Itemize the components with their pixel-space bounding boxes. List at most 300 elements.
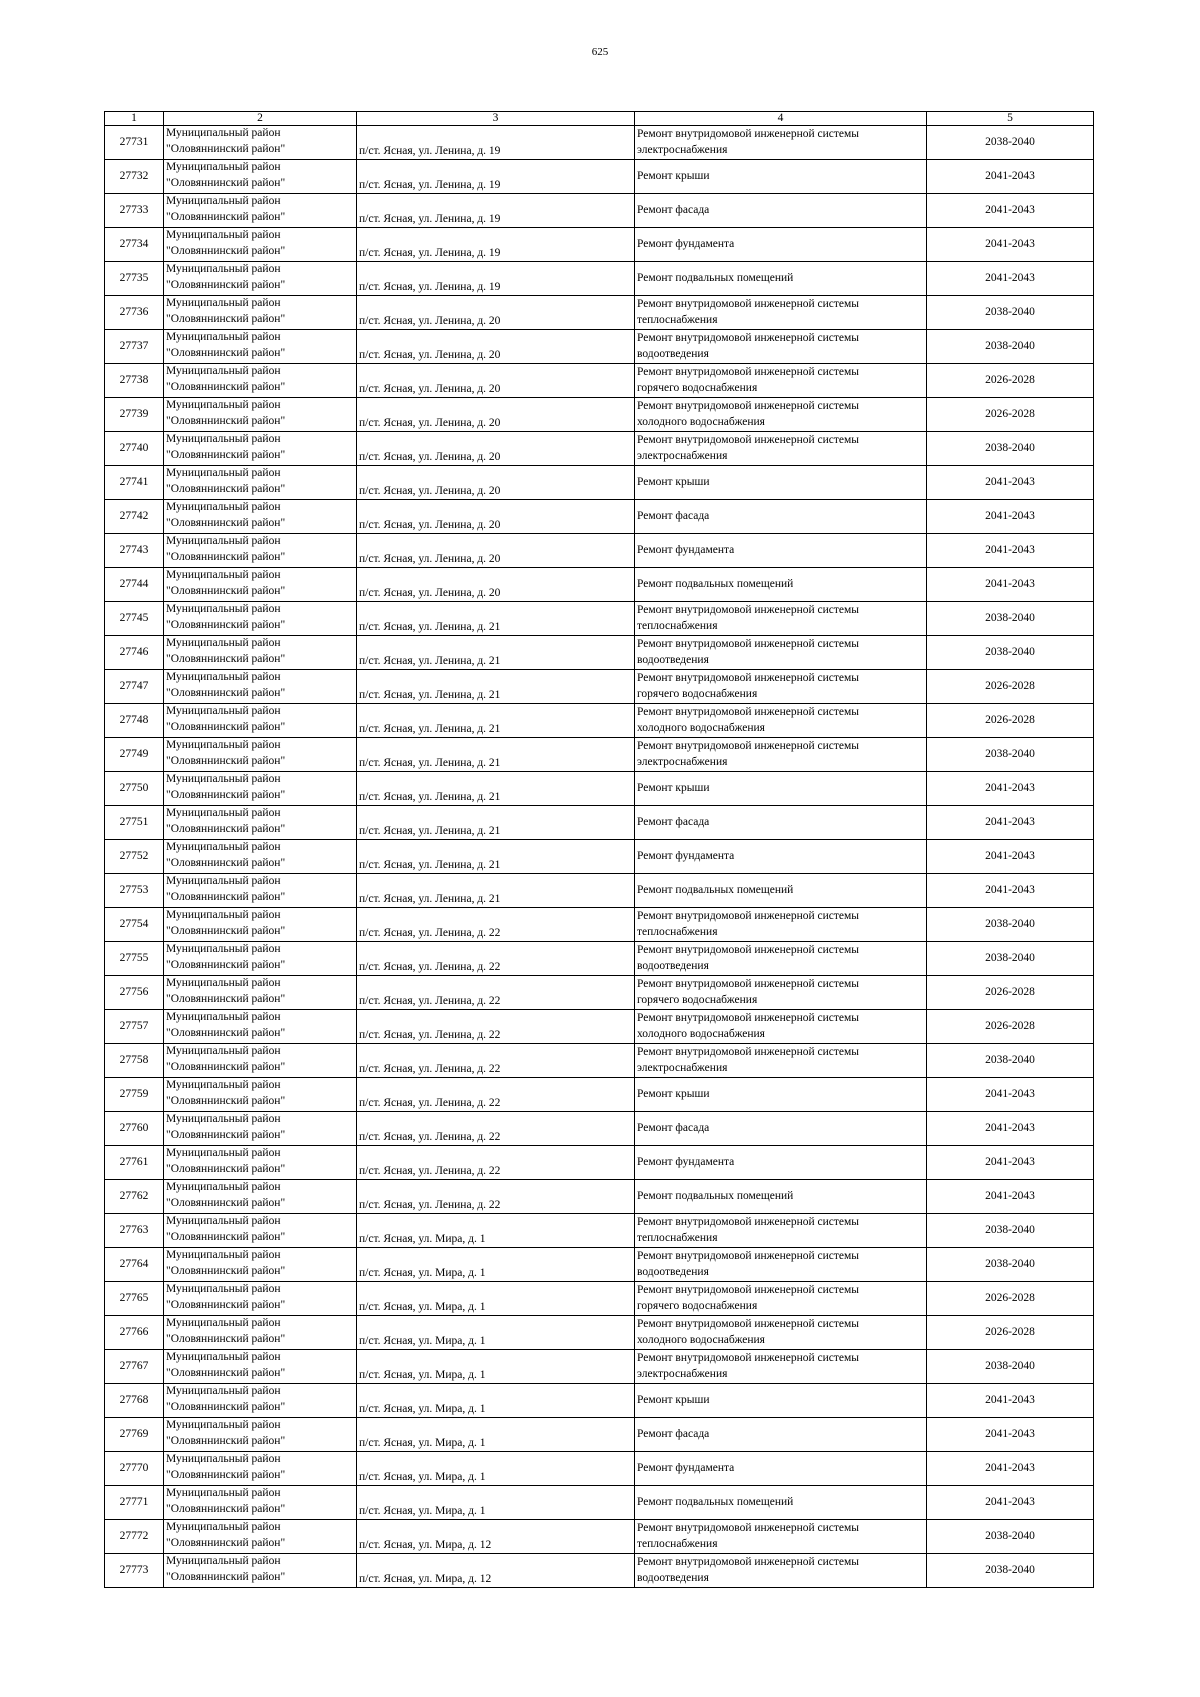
municipality-line-2: "Оловяннинский район" — [166, 652, 286, 665]
work-type-line-2: электроснабжения — [637, 449, 728, 462]
row-number: 27762 — [105, 1180, 164, 1214]
period-cell: 2041-2043 — [927, 262, 1094, 296]
municipality-line-1: Муниципальный район — [166, 875, 281, 887]
municipality-line-2: "Оловяннинский район" — [166, 1128, 286, 1141]
period-cell: 2041-2043 — [927, 534, 1094, 568]
work-type-line-1: Ремонт внутридомовой инженерной системы — [637, 1216, 860, 1228]
work-type-cell — [635, 1248, 927, 1282]
municipality-cell — [164, 1418, 357, 1452]
municipality-line-2: "Оловяннинский район" — [166, 380, 286, 393]
municipality-line-2: "Оловяннинский район" — [166, 1094, 286, 1107]
municipality-cell — [164, 840, 357, 874]
municipality-line-2: "Оловяннинский район" — [166, 482, 286, 495]
municipality-cell — [164, 432, 357, 466]
work-type-cell — [635, 1180, 927, 1214]
municipality-line-2: "Оловяннинский район" — [166, 822, 286, 835]
work-type-line-2: электроснабжения — [637, 143, 728, 156]
row-number: 27757 — [105, 1010, 164, 1044]
period-cell: 2038-2040 — [927, 636, 1094, 670]
work-type-cell — [635, 296, 927, 330]
municipality-line-1: Муниципальный район — [166, 535, 281, 547]
address-cell: п/ст. Ясная, ул. Ленина, д. 21 — [357, 670, 635, 704]
work-type-line-1: Ремонт внутридомовой инженерной системы — [637, 1250, 860, 1262]
work-type-cell — [635, 1520, 927, 1554]
address-cell: п/ст. Ясная, ул. Ленина, д. 22 — [357, 942, 635, 976]
municipality-line-1: Муниципальный район — [166, 909, 281, 921]
municipality-line-2: "Оловяннинский район" — [166, 1502, 286, 1515]
work-type-cell — [635, 976, 927, 1010]
table-row — [105, 1554, 1094, 1588]
row-number: 27731 — [105, 126, 164, 160]
work-type-cell — [635, 840, 927, 874]
column-number-row — [105, 112, 1094, 126]
address-cell: п/ст. Ясная, ул. Ленина, д. 21 — [357, 602, 635, 636]
municipality-line-2: "Оловяннинский район" — [166, 448, 286, 461]
municipality-line-2: "Оловяннинский район" — [166, 142, 286, 155]
address-cell: п/ст. Ясная, ул. Мира, д. 1 — [357, 1316, 635, 1350]
work-type-line-2: холодного водоснабжения — [637, 1027, 765, 1040]
address-cell: п/ст. Ясная, ул. Ленина, д. 21 — [357, 772, 635, 806]
municipality-line-2: "Оловяннинский район" — [166, 754, 286, 767]
work-type-cell — [635, 1418, 927, 1452]
work-type-line-1: Ремонт внутридомовой инженерной системы — [637, 1352, 860, 1364]
table-row — [105, 126, 1094, 160]
municipality-cell — [164, 1520, 357, 1554]
work-type-line-1: Ремонт фундамента — [637, 237, 735, 250]
municipality-line-1: Муниципальный район — [166, 297, 281, 309]
work-type-line-2: горячего водоснабжения — [637, 687, 758, 700]
period-cell: 2041-2043 — [927, 500, 1094, 534]
address-cell: п/ст. Ясная, ул. Мира, д. 1 — [357, 1486, 635, 1520]
municipality-cell — [164, 126, 357, 160]
work-type-line-1: Ремонт подвальных помещений — [637, 1495, 794, 1508]
row-number: 27756 — [105, 976, 164, 1010]
municipality-line-2: "Оловяннинский район" — [166, 278, 286, 291]
municipality-line-1: Муниципальный район — [166, 1487, 281, 1499]
municipality-line-1: Муниципальный район — [166, 331, 281, 343]
work-type-cell — [635, 1044, 927, 1078]
municipality-cell — [164, 1180, 357, 1214]
municipality-line-2: "Оловяннинский район" — [166, 686, 286, 699]
table-row — [105, 1112, 1094, 1146]
address-cell: п/ст. Ясная, ул. Мира, д. 1 — [357, 1452, 635, 1486]
municipality-line-1: Муниципальный район — [166, 1555, 281, 1567]
address-cell: п/ст. Ясная, ул. Мира, д. 12 — [357, 1554, 635, 1588]
work-type-cell — [635, 228, 927, 262]
period-cell: 2026-2028 — [927, 976, 1094, 1010]
row-number: 27763 — [105, 1214, 164, 1248]
address-cell: п/ст. Ясная, ул. Ленина, д. 20 — [357, 398, 635, 432]
repair-schedule-table — [104, 111, 1094, 1588]
municipality-line-2: "Оловяннинский район" — [166, 414, 286, 427]
work-type-cell — [635, 1112, 927, 1146]
period-cell: 2038-2040 — [927, 738, 1094, 772]
address-cell: п/ст. Ясная, ул. Ленина, д. 22 — [357, 1112, 635, 1146]
table-row — [105, 330, 1094, 364]
period-cell: 2041-2043 — [927, 466, 1094, 500]
municipality-line-2: "Оловяннинский район" — [166, 924, 286, 937]
work-type-line-1: Ремонт внутридомовой инженерной системы — [637, 1556, 860, 1568]
column-header-3: 3 — [357, 112, 635, 126]
work-type-cell — [635, 1214, 927, 1248]
municipality-line-1: Муниципальный район — [166, 263, 281, 275]
table-row — [105, 738, 1094, 772]
period-cell: 2038-2040 — [927, 1248, 1094, 1282]
address-cell: п/ст. Ясная, ул. Мира, д. 1 — [357, 1384, 635, 1418]
municipality-line-1: Муниципальный район — [166, 195, 281, 207]
work-type-cell — [635, 704, 927, 738]
work-type-line-1: Ремонт внутридомовой инженерной системы — [637, 1284, 860, 1296]
municipality-line-1: Муниципальный район — [166, 569, 281, 581]
row-number: 27736 — [105, 296, 164, 330]
address-cell: п/ст. Ясная, ул. Ленина, д. 19 — [357, 126, 635, 160]
period-cell: 2038-2040 — [927, 1350, 1094, 1384]
row-number: 27765 — [105, 1282, 164, 1316]
address-cell: п/ст. Ясная, ул. Ленина, д. 20 — [357, 534, 635, 568]
period-cell: 2041-2043 — [927, 1180, 1094, 1214]
work-type-line-1: Ремонт фасада — [637, 815, 710, 828]
municipality-cell — [164, 636, 357, 670]
period-cell: 2026-2028 — [927, 1010, 1094, 1044]
work-type-line-1: Ремонт внутридомовой инженерной системы — [637, 1012, 860, 1024]
work-type-line-1: Ремонт фундамента — [637, 543, 735, 556]
municipality-line-2: "Оловяннинский район" — [166, 1332, 286, 1345]
work-type-line-2: водоотведения — [637, 347, 709, 360]
period-cell: 2041-2043 — [927, 1418, 1094, 1452]
municipality-line-1: Муниципальный район — [166, 1215, 281, 1227]
address-cell: п/ст. Ясная, ул. Ленина, д. 22 — [357, 1044, 635, 1078]
work-type-line-1: Ремонт крыши — [637, 169, 710, 182]
municipality-cell — [164, 1350, 357, 1384]
work-type-line-2: теплоснабжения — [637, 1231, 718, 1244]
municipality-line-1: Муниципальный район — [166, 161, 281, 173]
work-type-line-1: Ремонт подвальных помещений — [637, 883, 794, 896]
row-number: 27759 — [105, 1078, 164, 1112]
row-number: 27753 — [105, 874, 164, 908]
row-number: 27749 — [105, 738, 164, 772]
row-number: 27769 — [105, 1418, 164, 1452]
row-number: 27761 — [105, 1146, 164, 1180]
period-cell: 2038-2040 — [927, 1044, 1094, 1078]
period-cell: 2041-2043 — [927, 806, 1094, 840]
table-row — [105, 976, 1094, 1010]
work-type-line-1: Ремонт фундамента — [637, 849, 735, 862]
work-type-cell — [635, 1452, 927, 1486]
municipality-line-1: Муниципальный район — [166, 229, 281, 241]
work-type-line-2: электроснабжения — [637, 755, 728, 768]
period-cell: 2041-2043 — [927, 1452, 1094, 1486]
municipality-line-2: "Оловяннинский район" — [166, 1434, 286, 1447]
municipality-cell — [164, 670, 357, 704]
work-type-line-2: электроснабжения — [637, 1367, 728, 1380]
period-cell: 2041-2043 — [927, 194, 1094, 228]
work-type-line-1: Ремонт внутридомовой инженерной системы — [637, 740, 860, 752]
table-row — [105, 534, 1094, 568]
municipality-line-2: "Оловяннинский район" — [166, 1400, 286, 1413]
work-type-cell — [635, 500, 927, 534]
municipality-line-2: "Оловяннинский район" — [166, 176, 286, 189]
work-type-line-2: электроснабжения — [637, 1061, 728, 1074]
table-row — [105, 602, 1094, 636]
work-type-cell — [635, 908, 927, 942]
work-type-line-1: Ремонт внутридомовой инженерной системы — [637, 298, 860, 310]
address-cell: п/ст. Ясная, ул. Ленина, д. 21 — [357, 636, 635, 670]
municipality-line-1: Муниципальный район — [166, 1113, 281, 1125]
period-cell: 2038-2040 — [927, 908, 1094, 942]
municipality-line-2: "Оловяннинский район" — [166, 550, 286, 563]
address-cell: п/ст. Ясная, ул. Ленина, д. 19 — [357, 160, 635, 194]
work-type-line-1: Ремонт крыши — [637, 781, 710, 794]
municipality-line-2: "Оловяннинский район" — [166, 958, 286, 971]
table-row — [105, 262, 1094, 296]
table-row — [105, 1384, 1094, 1418]
work-type-line-2: горячего водоснабжения — [637, 993, 758, 1006]
address-cell: п/ст. Ясная, ул. Мира, д. 1 — [357, 1418, 635, 1452]
period-cell: 2038-2040 — [927, 432, 1094, 466]
table-row — [105, 1520, 1094, 1554]
period-cell: 2038-2040 — [927, 942, 1094, 976]
municipality-cell — [164, 1146, 357, 1180]
municipality-cell — [164, 1486, 357, 1520]
municipality-cell — [164, 738, 357, 772]
work-type-line-2: горячего водоснабжения — [637, 1299, 758, 1312]
work-type-line-2: теплоснабжения — [637, 313, 718, 326]
table-row — [105, 1282, 1094, 1316]
municipality-cell — [164, 228, 357, 262]
table-row — [105, 568, 1094, 602]
work-type-line-1: Ремонт внутридомовой инженерной системы — [637, 978, 860, 990]
period-cell: 2026-2028 — [927, 670, 1094, 704]
table-row — [105, 1214, 1094, 1248]
work-type-line-2: холодного водоснабжения — [637, 1333, 765, 1346]
municipality-line-2: "Оловяннинский район" — [166, 1570, 286, 1583]
row-number: 27751 — [105, 806, 164, 840]
table-row — [105, 1146, 1094, 1180]
table-row — [105, 500, 1094, 534]
row-number: 27767 — [105, 1350, 164, 1384]
table-row — [105, 1044, 1094, 1078]
row-number: 27768 — [105, 1384, 164, 1418]
work-type-cell — [635, 1078, 927, 1112]
row-number: 27745 — [105, 602, 164, 636]
column-header-2: 2 — [164, 112, 357, 126]
work-type-cell — [635, 602, 927, 636]
work-type-cell — [635, 772, 927, 806]
municipality-cell — [164, 602, 357, 636]
municipality-line-1: Муниципальный район — [166, 365, 281, 377]
address-cell: п/ст. Ясная, ул. Ленина, д. 19 — [357, 228, 635, 262]
work-type-cell — [635, 194, 927, 228]
period-cell: 2041-2043 — [927, 772, 1094, 806]
work-type-line-2: водоотведения — [637, 959, 709, 972]
municipality-line-2: "Оловяннинский район" — [166, 1026, 286, 1039]
municipality-line-1: Муниципальный район — [166, 127, 281, 139]
table-row — [105, 296, 1094, 330]
municipality-line-1: Муниципальный район — [166, 1385, 281, 1397]
municipality-cell — [164, 1010, 357, 1044]
work-type-line-1: Ремонт внутридомовой инженерной системы — [637, 434, 860, 446]
work-type-cell — [635, 160, 927, 194]
work-type-line-1: Ремонт фундамента — [637, 1461, 735, 1474]
work-type-line-1: Ремонт внутридомовой инженерной системы — [637, 638, 860, 650]
municipality-cell — [164, 160, 357, 194]
municipality-line-2: "Оловяннинский район" — [166, 312, 286, 325]
row-number: 27744 — [105, 568, 164, 602]
municipality-line-1: Муниципальный район — [166, 603, 281, 615]
row-number: 27732 — [105, 160, 164, 194]
address-cell: п/ст. Ясная, ул. Ленина, д. 20 — [357, 568, 635, 602]
address-cell: п/ст. Ясная, ул. Ленина, д. 21 — [357, 738, 635, 772]
work-type-cell — [635, 1146, 927, 1180]
municipality-cell — [164, 1316, 357, 1350]
work-type-cell — [635, 636, 927, 670]
municipality-line-2: "Оловяннинский район" — [166, 856, 286, 869]
municipality-line-2: "Оловяннинский район" — [166, 1366, 286, 1379]
municipality-cell — [164, 1452, 357, 1486]
column-header-4: 4 — [635, 112, 927, 126]
work-type-line-1: Ремонт фасада — [637, 1427, 710, 1440]
municipality-cell — [164, 364, 357, 398]
period-cell: 2026-2028 — [927, 1282, 1094, 1316]
municipality-cell — [164, 1214, 357, 1248]
table-row — [105, 1350, 1094, 1384]
period-cell: 2038-2040 — [927, 1214, 1094, 1248]
work-type-cell — [635, 126, 927, 160]
municipality-line-2: "Оловяннинский район" — [166, 1196, 286, 1209]
row-number: 27734 — [105, 228, 164, 262]
row-number: 27739 — [105, 398, 164, 432]
work-type-line-1: Ремонт внутридомовой инженерной системы — [637, 128, 860, 140]
work-type-cell — [635, 534, 927, 568]
municipality-cell — [164, 874, 357, 908]
column-header-1: 1 — [105, 112, 164, 126]
period-cell: 2026-2028 — [927, 364, 1094, 398]
municipality-line-1: Муниципальный район — [166, 1453, 281, 1465]
municipality-line-1: Муниципальный район — [166, 1351, 281, 1363]
work-type-cell — [635, 1010, 927, 1044]
municipality-line-1: Муниципальный район — [166, 1181, 281, 1193]
work-type-cell — [635, 398, 927, 432]
address-cell: п/ст. Ясная, ул. Мира, д. 12 — [357, 1520, 635, 1554]
work-type-line-2: теплоснабжения — [637, 925, 718, 938]
municipality-line-1: Муниципальный район — [166, 1045, 281, 1057]
row-number: 27754 — [105, 908, 164, 942]
municipality-line-1: Муниципальный район — [166, 977, 281, 989]
work-type-cell — [635, 806, 927, 840]
table-row — [105, 194, 1094, 228]
work-type-cell — [635, 432, 927, 466]
row-number: 27742 — [105, 500, 164, 534]
municipality-line-1: Муниципальный район — [166, 1521, 281, 1533]
period-cell: 2026-2028 — [927, 704, 1094, 738]
municipality-line-1: Муниципальный район — [166, 1317, 281, 1329]
municipality-line-1: Муниципальный район — [166, 807, 281, 819]
municipality-line-2: "Оловяннинский район" — [166, 210, 286, 223]
work-type-cell — [635, 738, 927, 772]
address-cell: п/ст. Ясная, ул. Мира, д. 1 — [357, 1282, 635, 1316]
work-type-line-1: Ремонт внутридомовой инженерной системы — [637, 706, 860, 718]
work-type-cell — [635, 1486, 927, 1520]
municipality-line-1: Муниципальный район — [166, 671, 281, 683]
work-type-cell — [635, 1282, 927, 1316]
address-cell: п/ст. Ясная, ул. Ленина, д. 20 — [357, 466, 635, 500]
period-cell: 2041-2043 — [927, 160, 1094, 194]
municipality-line-1: Муниципальный район — [166, 1147, 281, 1159]
table-row — [105, 364, 1094, 398]
table-row — [105, 908, 1094, 942]
work-type-line-1: Ремонт крыши — [637, 1393, 710, 1406]
address-cell: п/ст. Ясная, ул. Ленина, д. 21 — [357, 704, 635, 738]
table-row — [105, 670, 1094, 704]
period-cell: 2038-2040 — [927, 1554, 1094, 1588]
work-type-line-2: теплоснабжения — [637, 619, 718, 632]
address-cell: п/ст. Ясная, ул. Ленина, д. 20 — [357, 364, 635, 398]
municipality-line-1: Муниципальный район — [166, 1249, 281, 1261]
period-cell: 2038-2040 — [927, 1520, 1094, 1554]
table-row — [105, 1180, 1094, 1214]
work-type-cell — [635, 330, 927, 364]
work-type-line-1: Ремонт внутридомовой инженерной системы — [637, 366, 860, 378]
table-row — [105, 942, 1094, 976]
municipality-line-1: Муниципальный район — [166, 501, 281, 513]
municipality-line-1: Муниципальный район — [166, 739, 281, 751]
table-row — [105, 704, 1094, 738]
row-number: 27738 — [105, 364, 164, 398]
row-number: 27771 — [105, 1486, 164, 1520]
row-number: 27748 — [105, 704, 164, 738]
row-number: 27760 — [105, 1112, 164, 1146]
municipality-cell — [164, 296, 357, 330]
row-number: 27746 — [105, 636, 164, 670]
work-type-line-1: Ремонт фасада — [637, 203, 710, 216]
row-number: 27766 — [105, 1316, 164, 1350]
period-cell: 2038-2040 — [927, 296, 1094, 330]
municipality-line-2: "Оловяннинский район" — [166, 618, 286, 631]
municipality-line-1: Муниципальный район — [166, 943, 281, 955]
work-type-line-2: теплоснабжения — [637, 1537, 718, 1550]
work-type-line-2: водоотведения — [637, 1265, 709, 1278]
municipality-cell — [164, 704, 357, 738]
row-number: 27741 — [105, 466, 164, 500]
municipality-cell — [164, 500, 357, 534]
municipality-line-2: "Оловяннинский район" — [166, 1060, 286, 1073]
municipality-cell — [164, 330, 357, 364]
municipality-line-1: Муниципальный район — [166, 705, 281, 717]
municipality-line-2: "Оловяннинский район" — [166, 1468, 286, 1481]
municipality-line-2: "Оловяннинский район" — [166, 1230, 286, 1243]
municipality-cell — [164, 1112, 357, 1146]
address-cell: п/ст. Ясная, ул. Ленина, д. 19 — [357, 194, 635, 228]
municipality-cell — [164, 466, 357, 500]
municipality-line-2: "Оловяннинский район" — [166, 584, 286, 597]
municipality-line-2: "Оловяннинский район" — [166, 890, 286, 903]
work-type-line-2: водоотведения — [637, 653, 709, 666]
table-row — [105, 772, 1094, 806]
municipality-cell — [164, 976, 357, 1010]
municipality-line-2: "Оловяннинский район" — [166, 516, 286, 529]
municipality-line-2: "Оловяннинский район" — [166, 346, 286, 359]
table-row — [105, 1486, 1094, 1520]
period-cell: 2038-2040 — [927, 126, 1094, 160]
row-number: 27770 — [105, 1452, 164, 1486]
work-type-cell — [635, 262, 927, 296]
address-cell: п/ст. Ясная, ул. Ленина, д. 20 — [357, 330, 635, 364]
work-type-line-1: Ремонт крыши — [637, 1087, 710, 1100]
period-cell: 2038-2040 — [927, 330, 1094, 364]
address-cell: п/ст. Ясная, ул. Ленина, д. 19 — [357, 262, 635, 296]
municipality-cell — [164, 1248, 357, 1282]
row-number: 27750 — [105, 772, 164, 806]
